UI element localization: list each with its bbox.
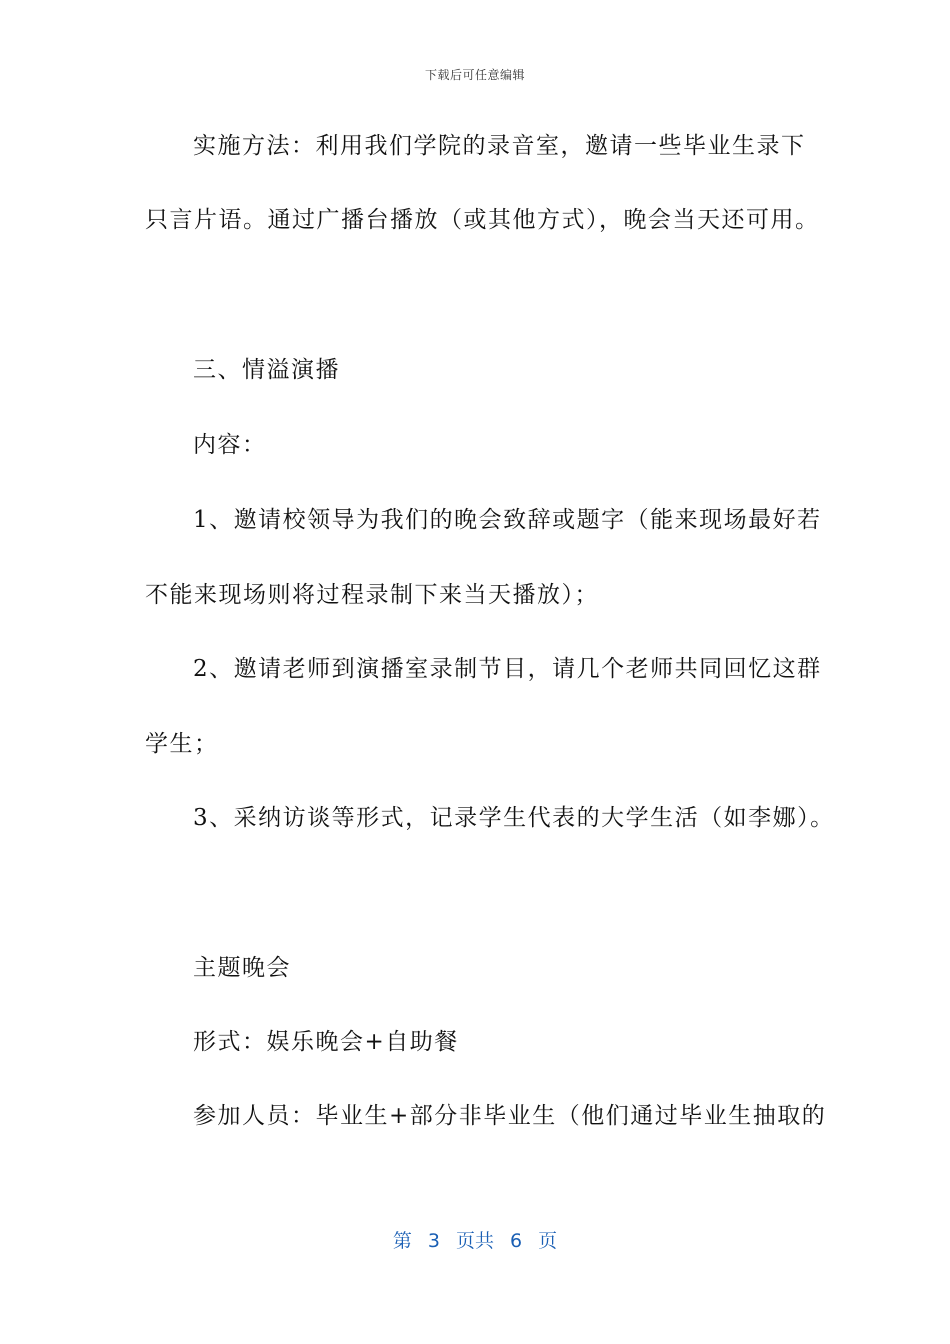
- paragraph-line: 3、采纳访谈等形式，记录学生代表的大学生活（如李娜）。: [193, 805, 835, 831]
- page-footer: [0, 1226, 950, 1253]
- paragraph-line: 2、邀请老师到演播室录制节目，请几个老师共同回忆这群: [193, 656, 822, 682]
- paragraph-line: 不能来现场则将过程录制下来当天播放）；: [145, 582, 599, 608]
- page-header: 下载后可任意编辑: [424, 68, 525, 82]
- page-label-suffix: 页: [538, 1230, 558, 1252]
- paragraph-line: 只言片语。通过广播台播放（或其他方式），晚会当天还可用。: [145, 207, 820, 233]
- paragraph-line: 内容：: [193, 432, 267, 458]
- paragraph-line: 实施方法：利用我们学院的录音室，邀请一些毕业生录下: [193, 133, 806, 159]
- paragraph-line: 形式：娱乐晚会+自助餐: [193, 1029, 459, 1055]
- paragraph-line: 参加人员：毕业生+部分非毕业生（他们通过毕业生抽取的: [193, 1103, 827, 1129]
- total-pages-number: 6: [510, 1230, 523, 1252]
- section-heading: 主题晚会: [193, 955, 291, 981]
- paragraph-line: 1、邀请校领导为我们的晚会致辞或题字（能来现场最好若: [193, 507, 822, 533]
- page-label-prefix: 第: [392, 1230, 412, 1252]
- paragraph-line: 学生；: [145, 731, 219, 757]
- page-label-mid: 页共: [455, 1230, 494, 1252]
- section-heading: 三、情溢演播: [193, 357, 340, 383]
- current-page-number: 3: [427, 1230, 440, 1252]
